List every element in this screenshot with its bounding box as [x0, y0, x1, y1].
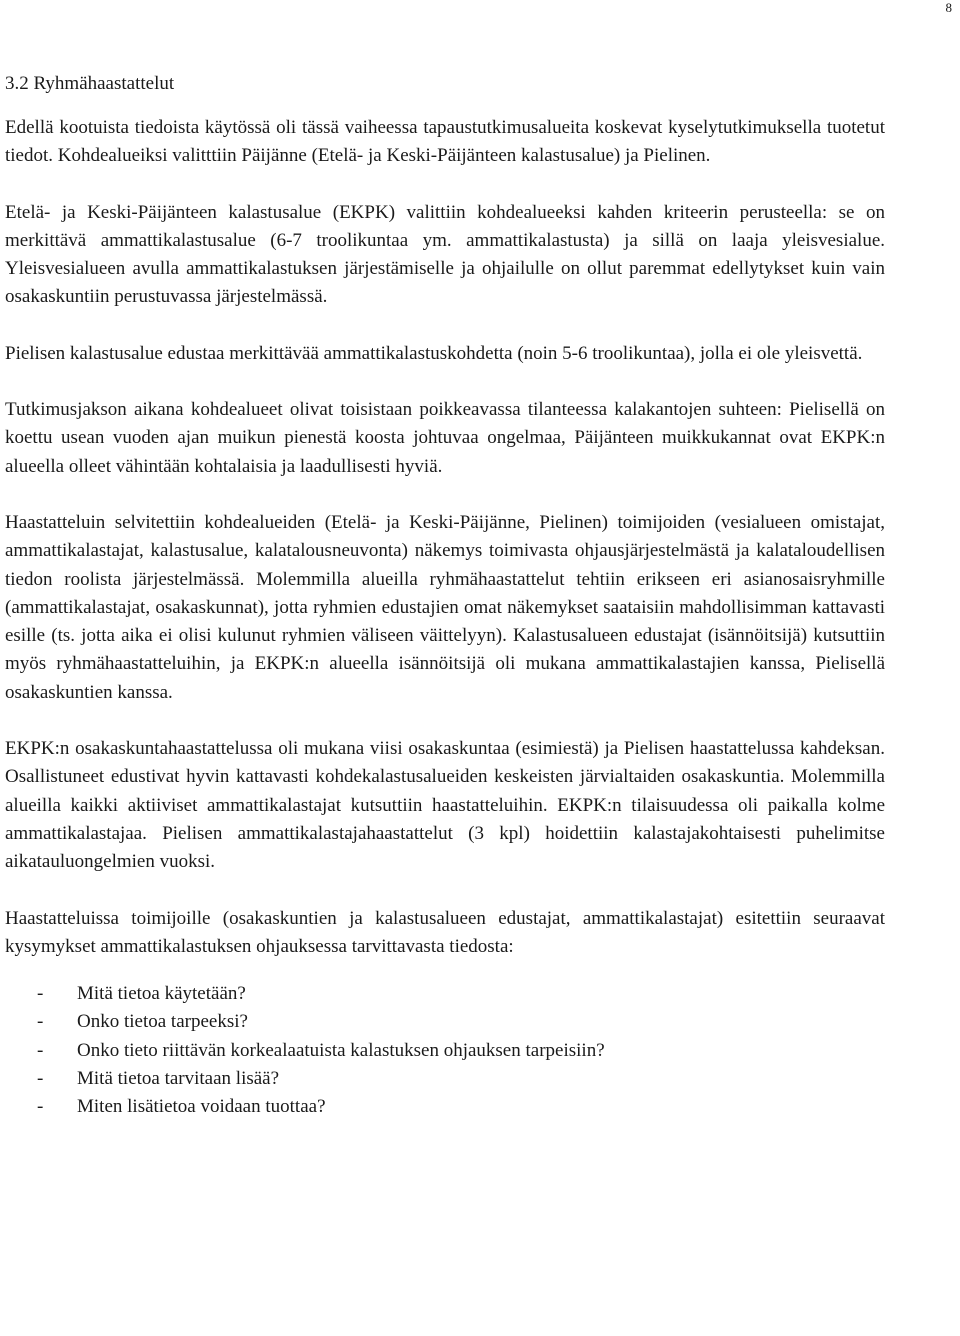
- question-text: Mitä tietoa käytetään?: [77, 983, 246, 1005]
- paragraph-questions-intro: Haastatteluissa toimijoille (osakaskuntien ja kalastusalueen edustajat, ammattikalastajat) esitettiin seuraavat kysymykset ammattikalastuksen ohjauksessa tarvittavasta tiedosta:: [5, 907, 885, 957]
- paragraph-pielinen: Pielisen kalastusalue edustaa merkittävää ammattikalastuskohdetta (noin 5-6 troolikuntaa), jolla ei ole yleisvettä.: [5, 342, 863, 364]
- section-heading: 3.2 Ryhmähaastattelut: [5, 73, 175, 94]
- paragraph-research-period: Tutkimusjakson aikana kohdealueet olivat toisistaan poikkeavassa tilanteessa kalakantojen suhteen: Pielisellä on koettu usean vuoden ajan muikun pienestä koosta johtuvaa ongelmaa, Päijänteen muikkukannat ovat EKPK:n alueella olleet vähintään kohtalaisia ja laadullisesti hyviä.: [5, 399, 885, 477]
- list-item: [5, 1037, 885, 1065]
- list-dash: -: [37, 1068, 44, 1090]
- document-body: [5, 70, 885, 1122]
- question-text: Onko tietoa tarpeeksi?: [77, 1011, 248, 1033]
- list-item: [5, 1065, 885, 1093]
- list-item: [5, 1093, 885, 1121]
- list-dash: -: [37, 1039, 44, 1061]
- paragraph-interviews: Haastatteluin selvitettiin kohdealueiden (Etelä- ja Keski-Päijänne, Pielinen) toimijoiden (vesialueen omistajat, ammattikalastajat, kalastusalue, kalatalousneuvonta) näkemys toimivasta ohjausjärjestelmästä ja kalataloudellisen tiedon roolista järjestelmässä. Molemmilla alueilla ryhmähaastattelut tehtiin erikseen eri asianosaisryhmille (ammattikalastajat, osakaskunnat), jotta ryhmien edustajien omat näkemykset saataisiin mahdollisimman kattavasti esille (ts. jotta aika ei olisi kulunut ryhmien väliseen väittelyyn). Kalastusalueen edustajat (isännöitsijä) kutsuttiin myös ryhmähaastatteluihin, ja EKPK:n alueella isännöitsijä oli mukana ammattikalastajien kanssa, Pielisellä osakaskuntien kanssa.: [5, 511, 885, 703]
- paragraph-intro: Edellä kootuista tiedoista käytössä oli tässä vaiheessa tapaustutkimusalueita koskevat kyselytutkimuksella tuotetut tiedot. Kohdealueiksi valitttiin Päijänne (Etelä- ja Keski-Päijänteen kalastusalue) ja Pielinen.: [5, 117, 885, 167]
- list-dash: -: [37, 1096, 44, 1118]
- list-dash: -: [37, 983, 44, 1005]
- paragraph-participants: EKPK:n osakaskuntahaastattelussa oli mukana viisi osakaskuntaa (esimiestä) ja Pielisen haastattelussa kahdeksan. Osallistuneet edustivat hyvin kattavasti kohdekalastusalueiden keskeisten järvialtaiden osakaskuntia. Molemmilla alueilla kaikki aktiiviset ammattikalastajat kutsuttiin haastatteluihin. EKPK:n tilaisuudessa oli paikalla kolme ammattikalastajaa. Pielisen ammattikalastajahaastattelut (3 kpl) hoidettiin kalastajakohtaisesti puhelimitse aikatauluongelmien vuoksi.: [5, 738, 885, 873]
- question-list: [5, 980, 885, 1121]
- question-text: Miten lisätietoa voidaan tuottaa?: [77, 1096, 326, 1118]
- list-item: [5, 1008, 885, 1036]
- list-dash: -: [37, 1011, 44, 1033]
- question-text: Onko tieto riittävän korkealaatuista kalastuksen ohjauksen tarpeisiin?: [77, 1039, 605, 1061]
- list-item: [5, 980, 885, 1008]
- paragraph-ekpk: Etelä- ja Keski-Päijänteen kalastusalue (EKPK) valittiin kohdealueeksi kahden kriteerin perusteella: se on merkittävä ammattikalastusalue (6-7 troolikuntaa ym. ammattikalastusta) ja sillä on laaja yleisvesialue. Yleisvesialueen avulla ammattikalastuksen järjestämiselle ja ohjailulle on ollut paremmat edellytykset kuin vain osakaskuntiin perustuvassa järjestelmässä.: [5, 201, 885, 308]
- page-number: 8: [945, 0, 952, 15]
- question-text: Mitä tietoa tarvitaan lisää?: [77, 1068, 280, 1090]
